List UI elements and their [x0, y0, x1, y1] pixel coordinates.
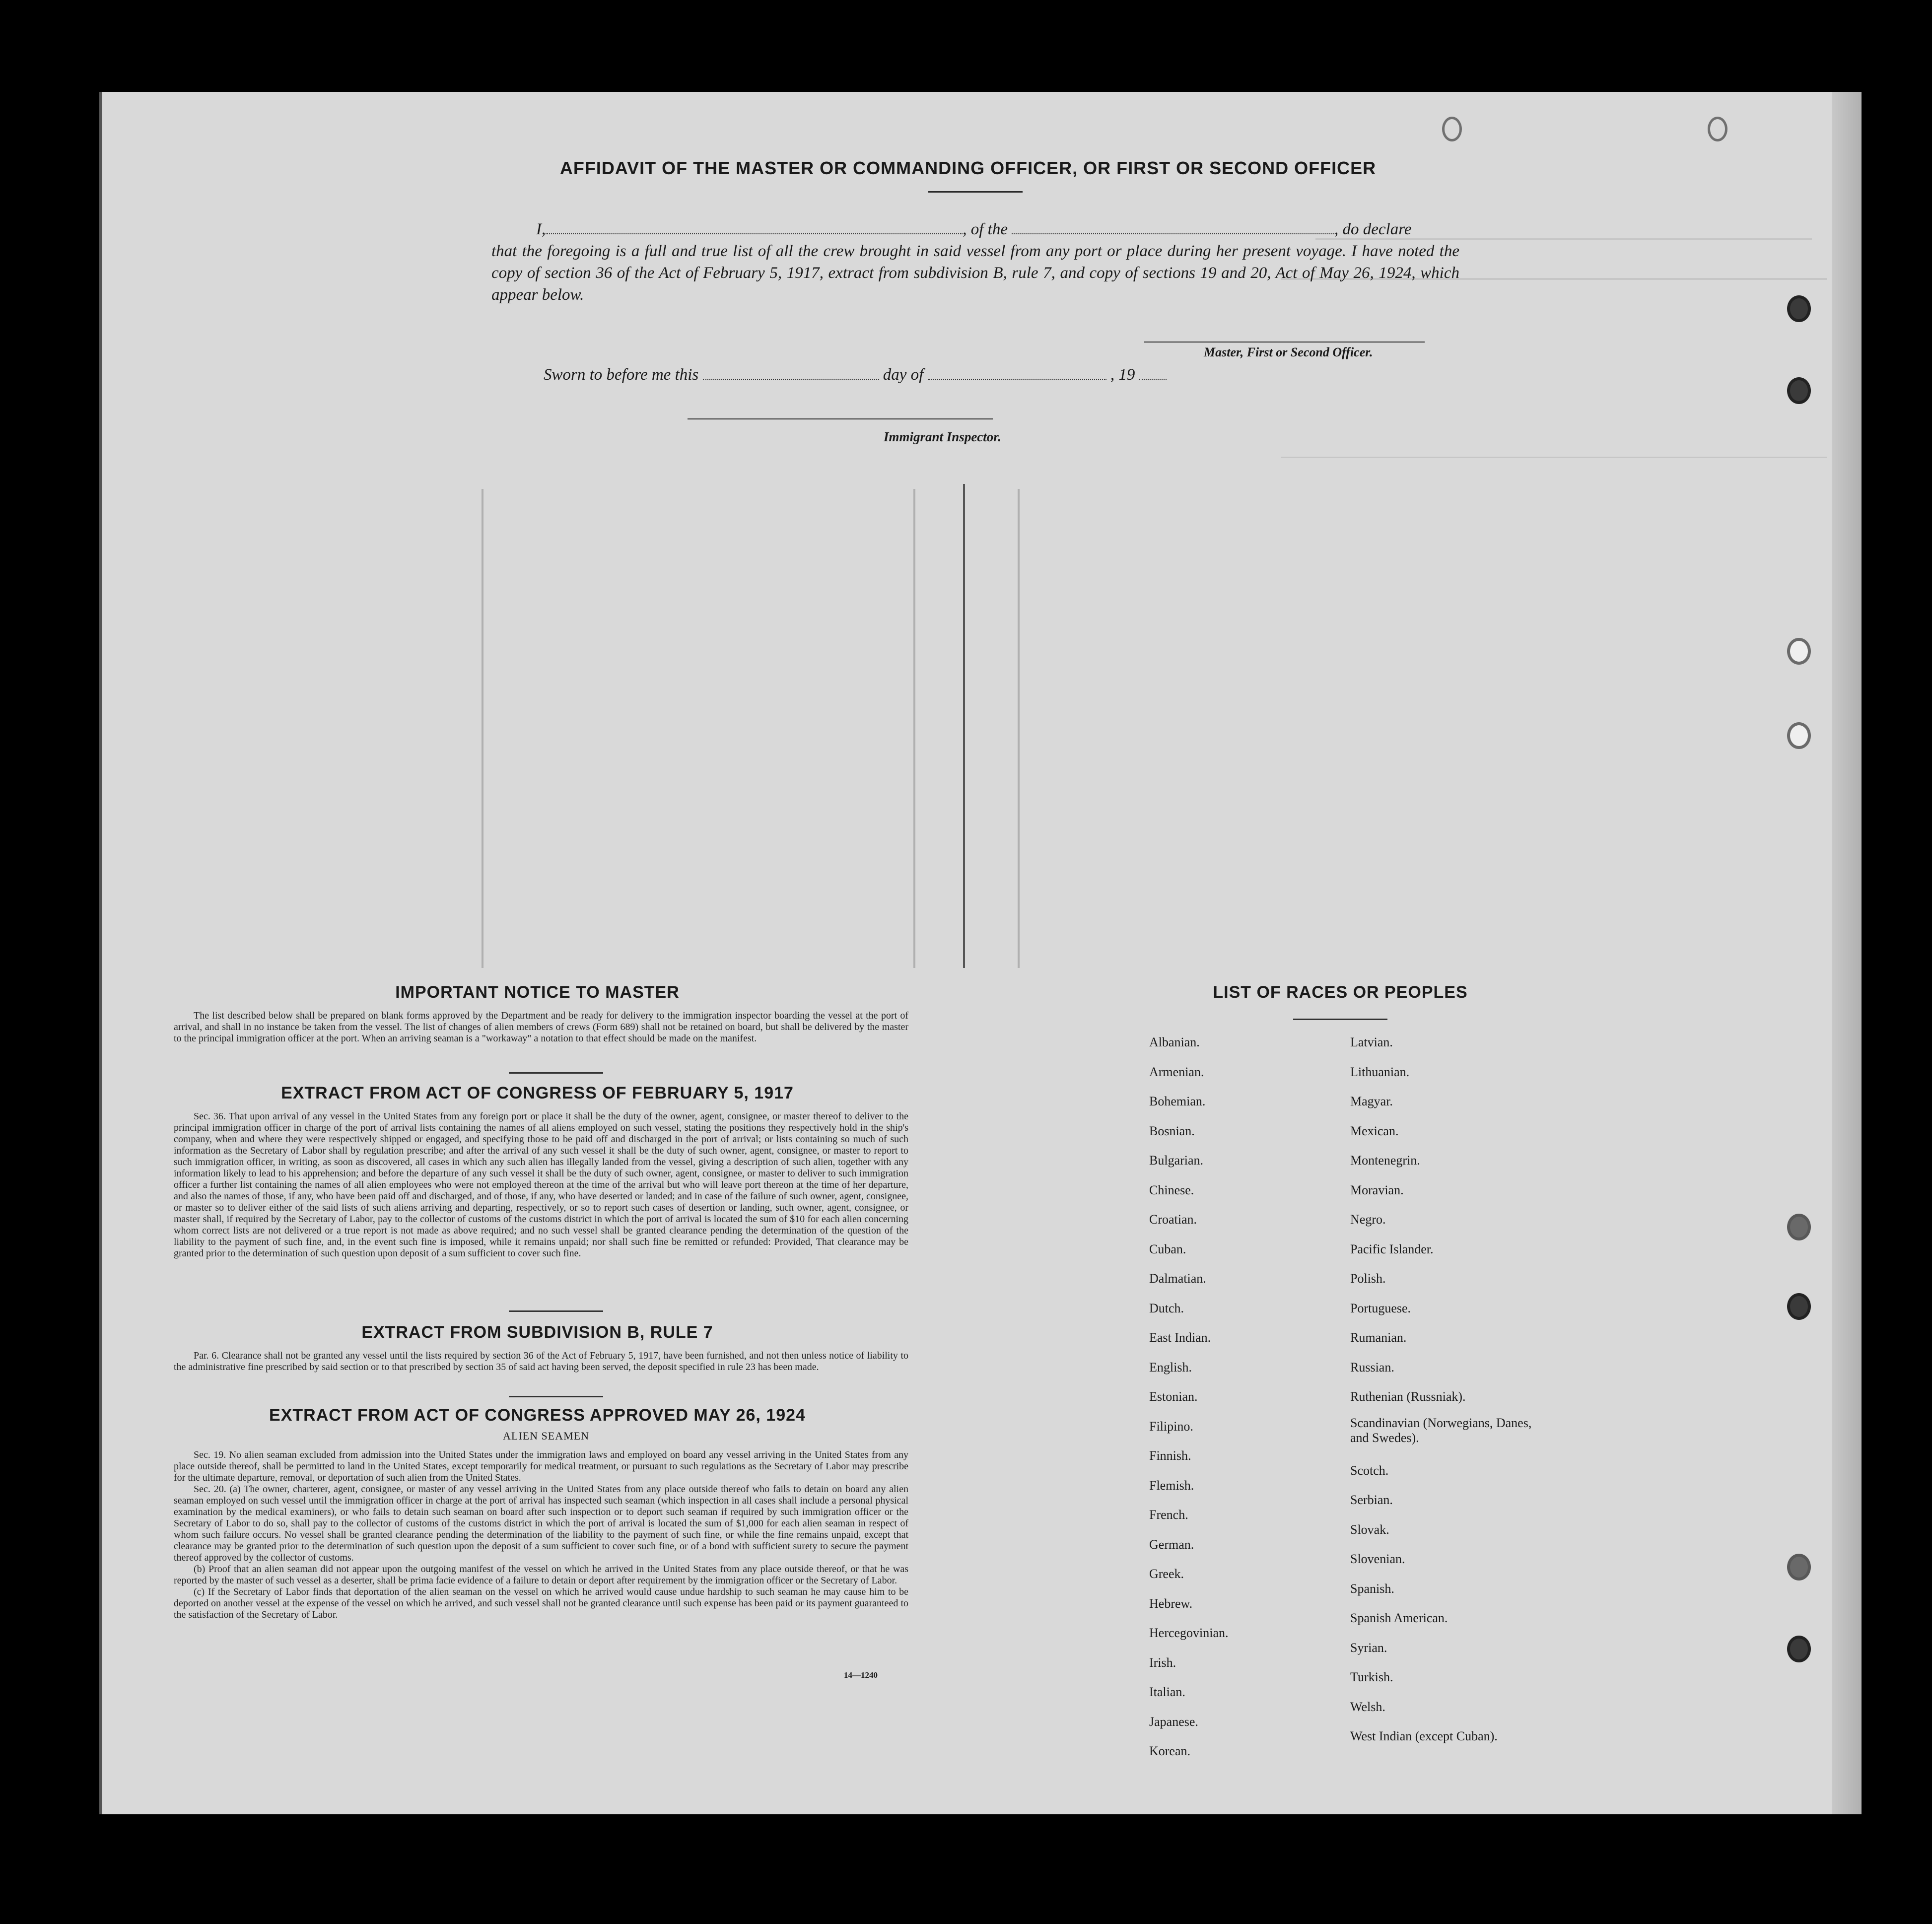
declaration-body: that the foregoing is a full and true list of all the crew brought in said vessel from any port or place during her present voyage. I have noted the copy of section 36 of the Act of February 5, 1917, extract from subdivision B, rule 7, and copy of sections 19 and 20, Act of May 26, 1924, which appear below. — [491, 242, 1459, 304]
inspector-signature-line[interactable] — [688, 418, 993, 419]
affidavit-declaration — [491, 218, 1459, 306]
section-20b-paragraph: (b) Proof that an alien seaman did not appear upon the outgoing manifest of the vessel on which he arrived in the United States from any place outside thereof, or that he was reported by the master of such vessel as a deserter, shall be prima facie evidence of a failure to detain or deport after requirement by the immigration officer or the Secretary of Labor. — [174, 1564, 908, 1586]
race-item: German. — [1149, 1537, 1194, 1552]
day-of-label: day of — [883, 366, 924, 384]
sworn-prefix: Sworn to before me this — [544, 366, 699, 384]
race-item: Welsh. — [1350, 1699, 1385, 1714]
race-item: Hebrew. — [1149, 1596, 1193, 1611]
section-rule — [509, 1310, 603, 1312]
punch-hole-icon — [1787, 1554, 1811, 1580]
inspector-signature-label: Immigrant Inspector. — [884, 429, 1002, 444]
affidavit-title: AFFIDAVIT OF THE MASTER OR COMMANDING OFFICER, OR FIRST OR SECOND OFFICER — [559, 158, 1377, 178]
race-item: Korean. — [1149, 1744, 1191, 1758]
section-rule — [1293, 1019, 1387, 1020]
race-item: Japanese. — [1149, 1714, 1198, 1729]
punch-hole-icon — [1787, 1636, 1811, 1662]
year-prefix: , 19 — [1110, 366, 1135, 384]
punch-hole-icon — [1787, 1214, 1811, 1240]
punch-hole-icon — [1787, 377, 1811, 404]
race-item: Turkish. — [1350, 1670, 1393, 1684]
race-item: Bohemian. — [1149, 1094, 1206, 1108]
subdivision-b-body — [174, 1350, 908, 1373]
punch-hole-icon — [1787, 722, 1811, 749]
section-19-paragraph: Sec. 19. No alien seaman excluded from admission into the United States under the immigration laws and employed on board any vessel arriving in the United States from any place outside thereof, shall be permitted to land in the United States, except temporarily for medical treatment, or pursuant to such regulations as the Secretary of Labor may prescribe for the ultimate departure, removal, or deportation of such alien from the United States. — [174, 1449, 908, 1483]
race-item: Russian. — [1350, 1360, 1394, 1374]
race-item: Bosnian. — [1149, 1123, 1195, 1138]
section-rule — [509, 1072, 603, 1074]
race-item: Spanish American. — [1350, 1611, 1448, 1625]
extract-1917-body — [174, 1111, 908, 1259]
race-item: East Indian. — [1149, 1330, 1211, 1345]
race-item: French. — [1149, 1508, 1188, 1522]
race-item: Montenegrin. — [1350, 1153, 1420, 1168]
race-item: Dalmatian. — [1149, 1271, 1206, 1286]
race-item: Negro. — [1350, 1212, 1386, 1227]
master-name-field[interactable] — [546, 218, 963, 234]
race-item: Mexican. — [1350, 1123, 1399, 1138]
extract-1917-title: EXTRACT FROM ACT OF CONGRESS OF FEBRUARY 5, 1917 — [281, 1084, 794, 1102]
declaration-first-line — [491, 218, 1459, 240]
races-title: LIST OF RACES OR PEOPLES — [1213, 983, 1468, 1002]
form-number: 14—1240 — [844, 1670, 878, 1680]
alien-seamen-subtitle: ALIEN SEAMEN — [503, 1430, 589, 1442]
race-item: Rumanian. — [1350, 1330, 1407, 1345]
race-item: Hercegovinian. — [1149, 1626, 1229, 1640]
extract-1924-body — [174, 1449, 908, 1621]
sworn-month-field[interactable] — [928, 365, 1106, 380]
race-item: Polish. — [1350, 1271, 1386, 1286]
race-item: Estonian. — [1149, 1389, 1198, 1404]
vessel-name-field[interactable] — [1012, 218, 1334, 234]
race-item: Scandinavian (Norwegians, Danes, and Swedes). — [1350, 1415, 1532, 1445]
punch-hole-icon — [1787, 638, 1811, 665]
sworn-year-field[interactable] — [1139, 365, 1167, 380]
race-item: Lithuanian. — [1350, 1064, 1410, 1079]
race-item: Ruthenian (Russniak). — [1350, 1389, 1466, 1404]
sheet-edge — [1832, 92, 1862, 1814]
race-item: Serbian. — [1350, 1493, 1393, 1507]
race-item: Irish. — [1149, 1655, 1176, 1670]
of-the-label: , of the — [963, 220, 1008, 238]
column-divider — [913, 489, 915, 968]
sworn-day-field[interactable] — [703, 365, 879, 380]
extract-1924-title: EXTRACT FROM ACT OF CONGRESS APPROVED MAY 26, 1924 — [269, 1406, 806, 1425]
race-item: West Indian (except Cuban). — [1350, 1729, 1498, 1743]
bleed-through-rule — [1281, 457, 1827, 458]
race-item: Latvian. — [1350, 1035, 1393, 1049]
sworn-statement — [544, 365, 1167, 384]
master-signature-line[interactable] — [1144, 342, 1425, 343]
subdivision-b-title: EXTRACT FROM SUBDIVISION B, RULE 7 — [361, 1323, 713, 1342]
race-item: Pacific Islander. — [1350, 1241, 1434, 1256]
master-signature-label: Master, First or Second Officer. — [1204, 345, 1373, 359]
title-rule — [928, 191, 1023, 193]
notice-title: IMPORTANT NOTICE TO MASTER — [395, 983, 680, 1002]
race-item: Spanish. — [1350, 1581, 1394, 1596]
do-declare-label: , do declare — [1334, 220, 1412, 238]
column-divider — [963, 484, 965, 968]
section-20a-paragraph: Sec. 20. (a) The owner, charterer, agent, consignee, or master of any vessel arriving in the United States from any place outside thereof who fails to detain on board any alien seaman employed on such vessel until the immigration officer in charge at the port of arrival has inspected such seaman (which inspection in all cases shall include a personal physical examination by the medical examiners), or who fails to detain such seaman on board after such inspection or to deport such seaman if required by such immigration officer or the Secretary of Labor to do so, shall pay to the collector of customs of the customs district in which the port of arrival is located the sum of $1,000 for each alien seaman in respect of whom such failure occurs. No vessel shall be granted clearance pending the determination of the liability to the payment of such fine, or while the fine remains unpaid, except that clearance may be granted prior to the determination of such question upon the deposit of a sum sufficient to cover such fine, or of a bond with sufficient surety to secure the payment thereof approved by the collector of customs. — [174, 1484, 908, 1563]
section-rule — [509, 1396, 603, 1397]
race-item: Greek. — [1149, 1567, 1184, 1581]
notice-paragraph: The list described below shall be prepared on blank forms approved by the Department and be ready for delivery to the immigration inspector boarding the vessel at the port of arrival, and shall in no instance be taken from the vessel. The list of changes of alien members of crews (Form 689) shall not be retained on board, but shall be delivered by the master to the principal immigration officer at the port. When an arriving seaman is a "workaway" a notation to that effect should be made on the manifest. — [174, 1010, 908, 1044]
race-item: Slovenian. — [1350, 1552, 1405, 1566]
column-divider — [482, 489, 483, 968]
race-item: Slovak. — [1350, 1522, 1389, 1537]
race-item: Cuban. — [1149, 1241, 1186, 1256]
race-item: Scotch. — [1350, 1463, 1389, 1478]
punch-hole-icon — [1787, 295, 1811, 322]
section-36-paragraph: Sec. 36. That upon arrival of any vessel in the United States from any foreign port or place it shall be the duty of the owner, agent, consignee, or master thereof to deliver to the principal immigration officer in charge of the port of arrival lists containing the names of all aliens employed on such vessel, stating the positions they respectively hold in the ship's company, when and where they were respectively shipped or engaged, and specifying those to be paid off and discharged in the port of arrival; or lists containing so much of such information as the Secretary of Labor shall by regulation prescribe; and after the arrival of any such vessel it shall be the duty of such owner, agent, consignee, or master to report to such immigration officer, in writing, as soon as discovered, all cases in which any such alien has illegally landed from the vessel, giving a description of such alien, together with any information likely to lead to his apprehension; and before the departure of any such vessel it shall be the duty of such owner, agent, consignee, or master to deliver to such immigration officer a further list containing the names of all alien employees who were not employed thereon at the time of the arrival but who will leave port thereon at the time of her departure, and also the names of those, if any, who have been paid off and discharged, and of those, if any, who have deserted or landed; and in case of the failure of such owner, agent, consignee, or master so to deliver either of the said lists of such aliens arriving and departing, respectively, or so to report such cases of desertion or landing, such owner, agent, consignee, or master shall, if required by the Secretary of Labor, pay to the collector of customs of the customs district in which the port of arrival is located the sum of $10 for each alien concerning whom correct lists are not delivered or a true report is not made as above required; and no such vessel shall be granted clearance pending the determination of the question of the liability to the payment of such fine, and, in the event such fine is imposed, while it remains unpaid; nor shall such fine be remitted or refunded: Provided, That clearance may be granted prior to the determination of such question upon deposit of a sum sufficient to cover such fine. — [174, 1111, 908, 1259]
race-item: Flemish. — [1149, 1478, 1194, 1493]
race-item: Chinese. — [1149, 1182, 1194, 1197]
races-right-column — [1350, 1028, 1559, 1751]
races-left-column — [1149, 1028, 1338, 1766]
binder-ring-icon — [1708, 117, 1727, 141]
race-item: Magyar. — [1350, 1094, 1393, 1108]
paragraph-6: Par. 6. Clearance shall not be granted any vessel until the lists required by section 36 of the Act of February 5, 1917, have been furnished, and not then unless notice of liability to the administrative fine prescribed by said section or to that prescribed by section 35 of said act having been served, the deposit specified in rule 23 has been made. — [174, 1350, 908, 1373]
i-label: I, — [536, 220, 546, 238]
race-item: Syrian. — [1350, 1640, 1387, 1655]
race-item: Armenian. — [1149, 1064, 1204, 1079]
race-item: English. — [1149, 1360, 1192, 1374]
race-item: Dutch. — [1149, 1301, 1184, 1315]
race-item: Filipino. — [1149, 1419, 1193, 1434]
column-divider — [1018, 489, 1020, 968]
race-item: Portuguese. — [1350, 1301, 1411, 1315]
race-item: Finnish. — [1149, 1448, 1191, 1463]
punch-hole-icon — [1787, 1293, 1811, 1320]
race-item: Italian. — [1149, 1685, 1185, 1699]
race-item: Croatian. — [1149, 1212, 1197, 1227]
binder-ring-icon — [1442, 117, 1462, 141]
race-item: Albanian. — [1149, 1035, 1200, 1049]
section-20c-paragraph: (c) If the Secretary of Labor finds that deportation of the alien seaman on the vessel on which he arrived would cause undue hardship to such seaman he may cause him to be deported on another vessel at the expense of the vessel on which he arrived, and such vessel shall not be granted clearance until such expense has been paid or its payment guaranteed to the satisfaction of the Secretary of Labor. — [174, 1586, 908, 1620]
notice-body — [174, 1010, 908, 1044]
race-item: Bulgarian. — [1149, 1153, 1204, 1168]
race-item: Moravian. — [1350, 1182, 1404, 1197]
